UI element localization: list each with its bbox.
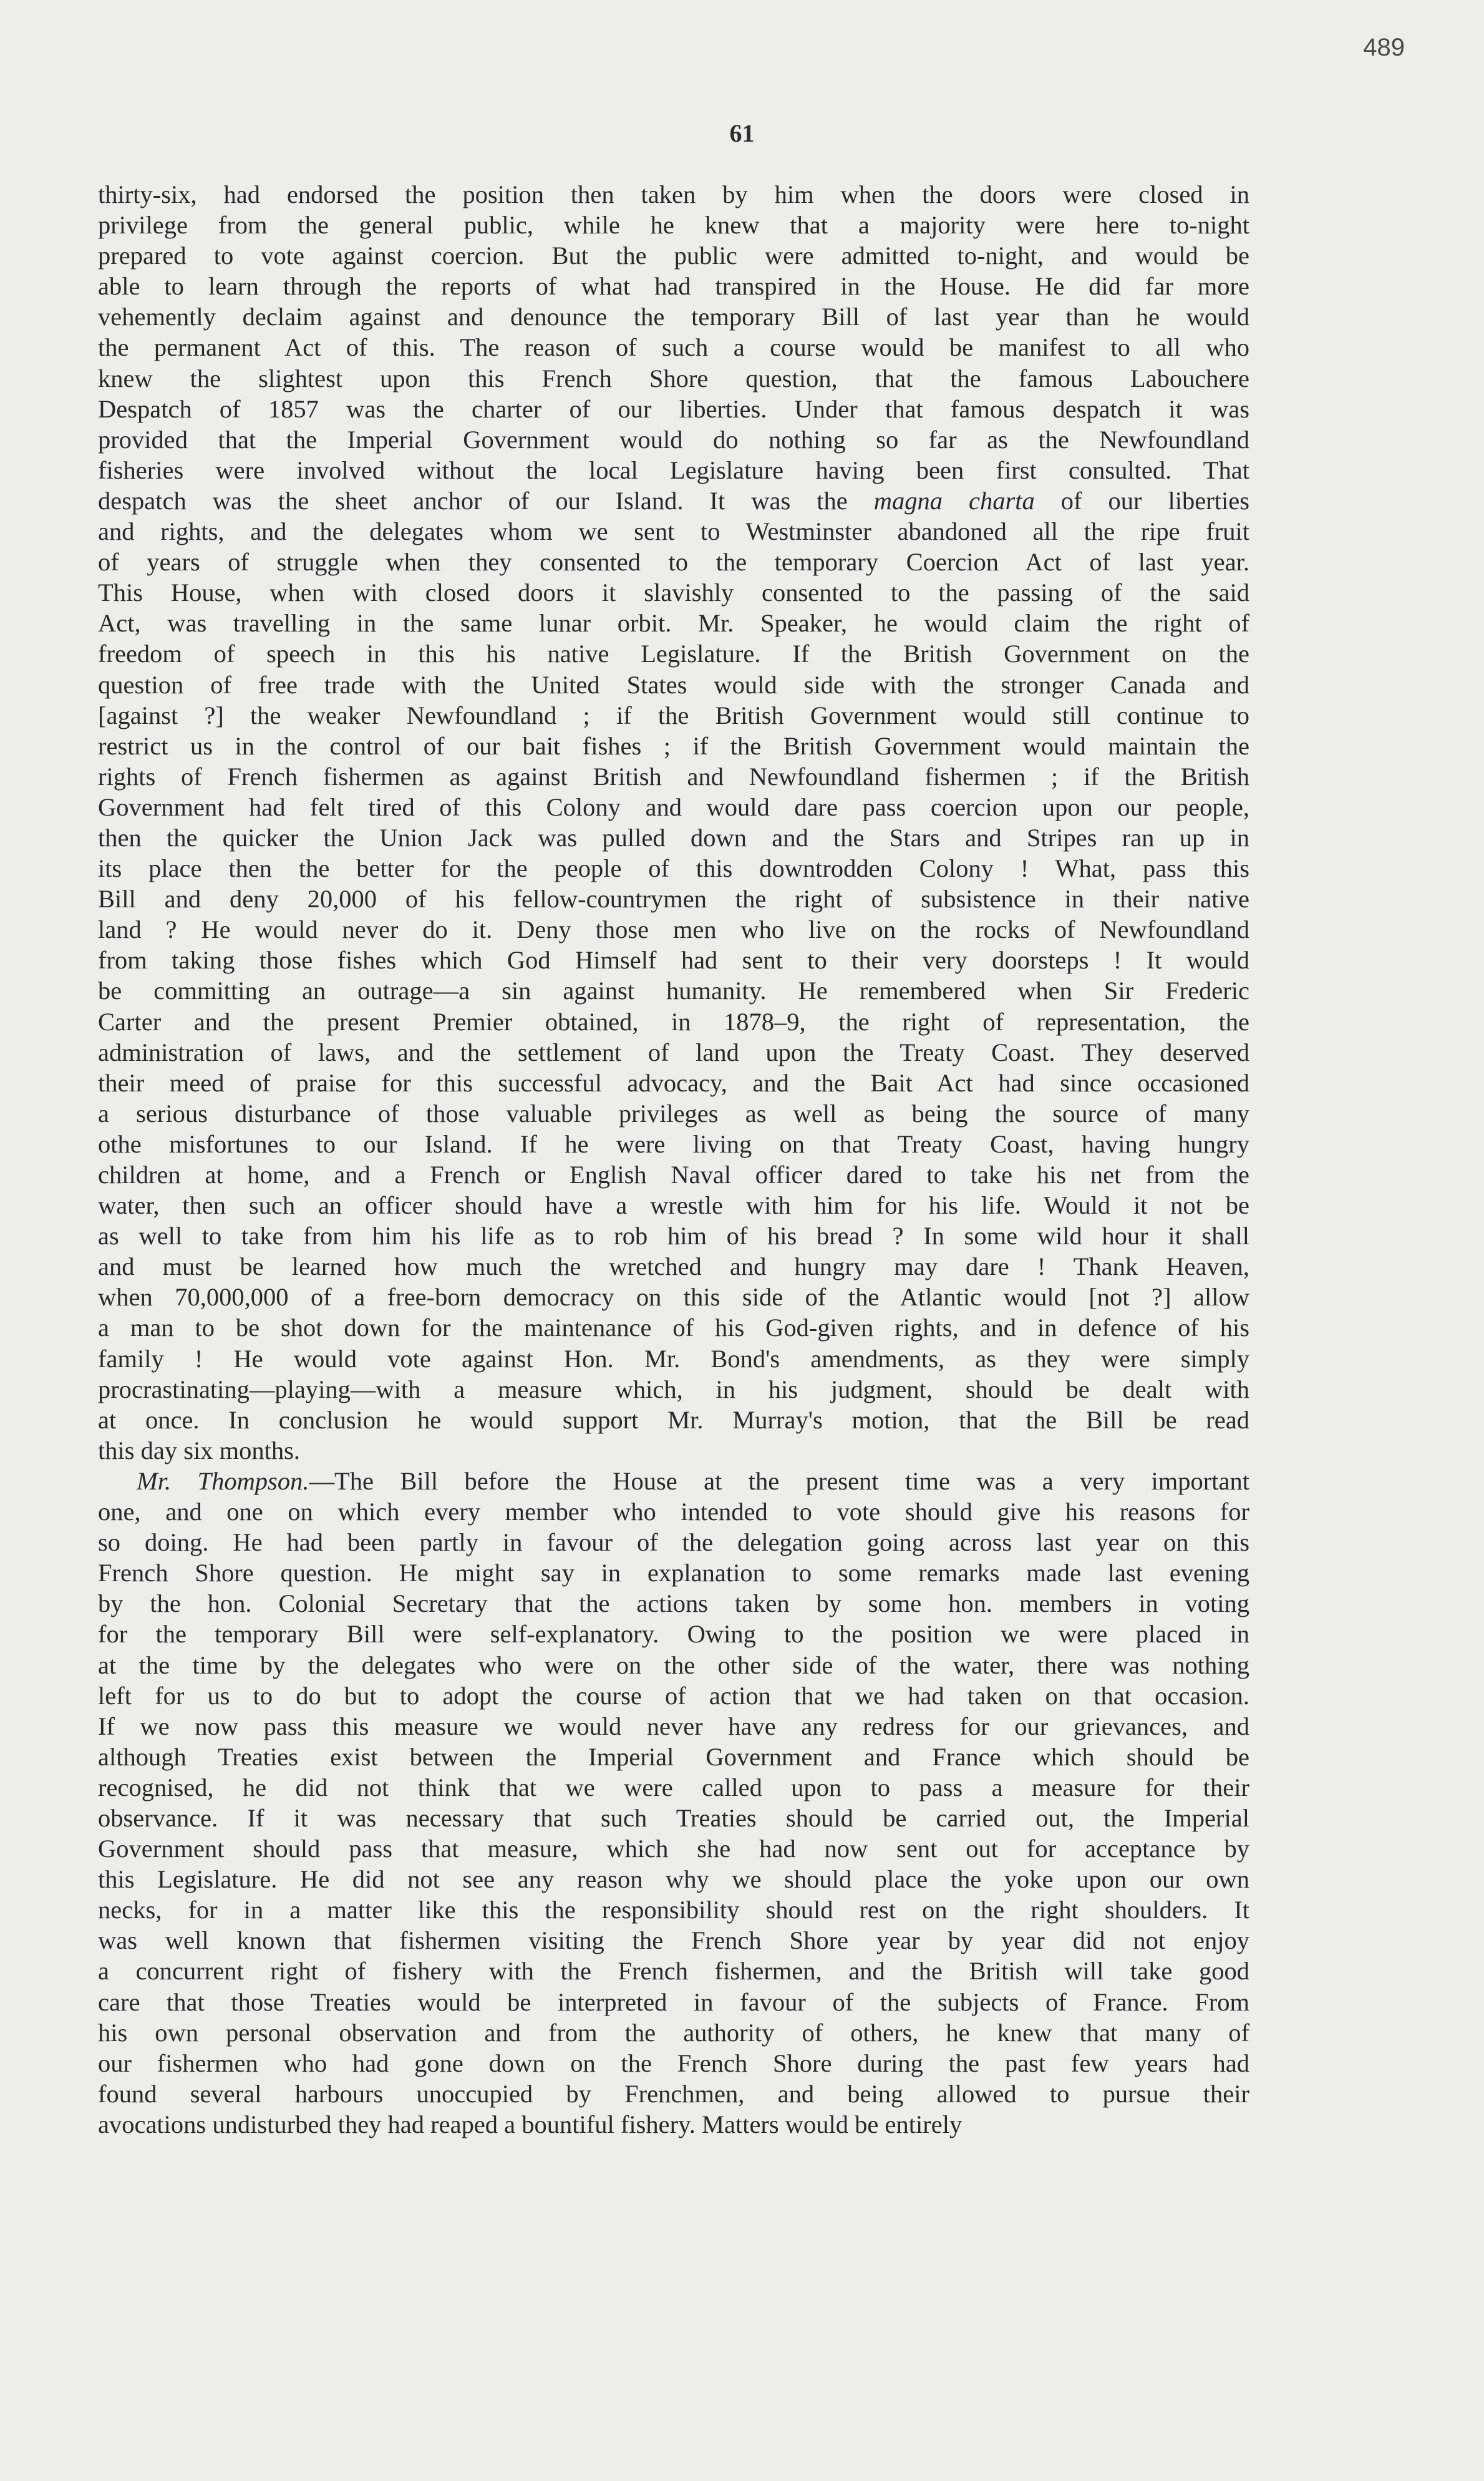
text-line: for the temporary Bill were self-explanatory. Owing to the position we were placed in — [98, 1620, 1249, 1649]
text-line: be committing an outrage—a sin against humanity. He remembered when Sir Frederic — [98, 977, 1249, 1005]
text-line: thirty-six, had endorsed the position then taken by him when the doors were closed in — [98, 180, 1249, 208]
text-line: observance. If it was necessary that such Treaties should be carried out, the Imperial — [98, 1803, 1249, 1832]
text-line: If we now pass this measure we would never have any redress for our grievances, and — [98, 1712, 1249, 1740]
text-line: able to learn through the reports of what had transpired in the House. He did far more — [98, 272, 1249, 301]
text-line: this day six months. — [98, 1436, 301, 1465]
text-line: water, then such an officer should have a wrestle with him for his life. Would it not be — [98, 1191, 1249, 1220]
text-line: one, and one on which every member who intended to vote should give his reasons for — [98, 1498, 1249, 1526]
text-line: at the time by the delegates who were on the other side of the water, there was nothing — [98, 1650, 1249, 1679]
text-line: avocations undisturbed they had reaped a bountiful fishery. Matters would be entirely — [98, 2110, 963, 2138]
text-line: the permanent Act of this. The reason of such a course would be manifest to all who — [98, 333, 1249, 362]
text-line: by the hon. Colonial Secretary that the actions taken by some hon. members in voting — [98, 1589, 1249, 1618]
line-text: of our liberties — [1034, 486, 1249, 515]
line-text: despatch was the sheet anchor of our Island. It was the — [98, 486, 874, 515]
paragraph — [98, 179, 1249, 1466]
text-line: othe misfortunes to our Island. If he were living on that Treaty Coast, having hungry — [98, 1129, 1249, 1158]
text-line: family ! He would vote against Hon. Mr. Bond's amendments, as they were simply — [98, 1344, 1249, 1373]
text-line: Carter and the present Premier obtained, in 1878–9, the right of representation, the — [98, 1007, 1249, 1036]
text-line: This House, when with closed doors it slavishly consented to the passing of the said — [98, 578, 1249, 607]
text-line: freedom of speech in this his native Legislature. If the British Government on the — [98, 640, 1249, 668]
text-line: Government should pass that measure, which she had now sent out for acceptance by — [98, 1835, 1249, 1863]
text-line: of years of struggle when they consented to the temporary Coercion Act of last year. — [98, 548, 1249, 577]
text-line: Despatch of 1857 was the charter of our liberties. Under that famous despatch it was — [98, 394, 1249, 423]
text-line — [98, 1466, 1249, 1496]
text-line: a serious disturbance of those valuable privileges as well as being the source of many — [98, 1099, 1249, 1128]
text-line: and rights, and the delegates whom we sent to Westminster abandoned all the ripe fruit — [98, 517, 1249, 546]
text-line: although Treaties exist between the Imperial Government and France which should be — [98, 1742, 1249, 1771]
text-line: land ? He would never do it. Deny those men who live on the rocks of Newfoundland — [98, 915, 1249, 944]
text-line: provided that the Imperial Government would do nothing so far as the Newfoundland — [98, 425, 1249, 454]
text-line: as well to take from him his life as to rob him of his bread ? In some wild hour it shall — [98, 1222, 1249, 1250]
text-line: was well known that fishermen visiting the French Shore year by year did not enjoy — [98, 1926, 1249, 1955]
italic-phrase: magna charta — [873, 486, 1035, 515]
text-line: Government had felt tired of this Colony and would dare pass coercion upon our people, — [98, 792, 1249, 821]
page-number: 61 — [729, 119, 755, 147]
text-line: a concurrent right of fishery with the French fishermen, and the British will take good — [98, 1957, 1249, 1986]
text-line: children at home, and a French or English Naval officer dared to take his net from the — [98, 1161, 1249, 1189]
text-line: when 70,000,000 of a free-born democracy on this side of the Atlantic would [not ?] allow — [98, 1283, 1249, 1312]
text-line: at once. In conclusion he would support Mr. Murray's motion, that the Bill be read — [98, 1405, 1249, 1434]
text-line — [98, 485, 1249, 516]
text-line: procrastinating—playing—with a measure which, in his judgment, should be dealt with — [98, 1375, 1249, 1403]
text-line: Bill and deny 20,000 of his fellow-countrymen the right of subsistence in their native — [98, 885, 1249, 914]
text-line: care that those Treaties would be interpreted in favour of the subjects of France. From — [98, 1987, 1249, 2016]
text-line: necks, for in a matter like this the responsibility should rest on the right shoulders. It — [98, 1896, 1249, 1924]
text-line: restrict us in the control of our bait fishes ; if the British Government would maintain the — [98, 731, 1249, 760]
text-line: rights of French fishermen as against British and Newfoundland fishermen ; if the British — [98, 762, 1249, 791]
text-line: privilege from the general public, while he knew that a majority were here to-night — [98, 211, 1249, 240]
text-line: so doing. He had been partly in favour of the delegation going across last year on this — [98, 1528, 1249, 1557]
speaker-name: Mr. Thompson. — [137, 1466, 309, 1495]
text-line: its place then the better for the people of this downtrodden Colony ! What, pass this — [98, 854, 1249, 883]
text-line: our fishermen who had gone down on the French Shore during the past few years had — [98, 2049, 1249, 2077]
text-line: recognised, he did not think that we were called upon to pass a measure for their — [98, 1773, 1249, 1801]
text-line: prepared to vote against coercion. But the public were admitted to-night, and would be — [98, 241, 1249, 270]
text-line: a man to be shot down for the maintenance of his God-given rights, and in defence of his — [98, 1314, 1249, 1342]
text-line: left for us to do but to adopt the course of action that we had taken on that occasion. — [98, 1681, 1249, 1710]
text-line: his own personal observation and from the authority of others, he knew that many of — [98, 2018, 1249, 2047]
text-line: knew the slightest upon this French Shore question, that the famous Labouchere — [98, 364, 1249, 392]
text-line: then the quicker the Union Jack was pulled down and the Stars and Stripes ran up in — [98, 823, 1249, 852]
text-line: from taking those fishes which God Himself had sent to their very doorsteps ! It would — [98, 946, 1249, 975]
text-line: administration of laws, and the settlement of land upon the Treaty Coast. They deserved — [98, 1038, 1249, 1066]
body-text — [98, 179, 1249, 2140]
text-line: and must be learned how much the wretched and hungry may dare ! Thank Heaven, — [98, 1252, 1249, 1281]
text-line: fisheries were involved without the local Legislature having been first consulted. That — [98, 456, 1249, 484]
text-line: vehemently declaim against and denounce the temporary Bill of last year than he would — [98, 303, 1249, 331]
folio-number: 489 — [1363, 34, 1405, 61]
text-line: found several harbours unoccupied by Frenchmen, and being allowed to pursue their — [98, 2079, 1249, 2108]
line-text: —The Bill before the House at the present time was a very important — [309, 1466, 1249, 1495]
text-line: French Shore question. He might say in explanation to some remarks made last evening — [98, 1559, 1249, 1587]
text-line: [against ?] the weaker Newfoundland ; if the British Government would still continue to — [98, 701, 1249, 729]
text-line: Act, was travelling in the same lunar orbit. Mr. Speaker, he would claim the right of — [98, 609, 1249, 638]
text-line: question of free trade with the United States would side with the stronger Canada and — [98, 670, 1249, 699]
text-line: this Legislature. He did not see any reason why we should place the yoke upon our own — [98, 1865, 1249, 1894]
paragraph — [98, 1466, 1249, 2140]
text-line: their meed of praise for this successful advocacy, and the Bait Act had since occasioned — [98, 1068, 1249, 1097]
